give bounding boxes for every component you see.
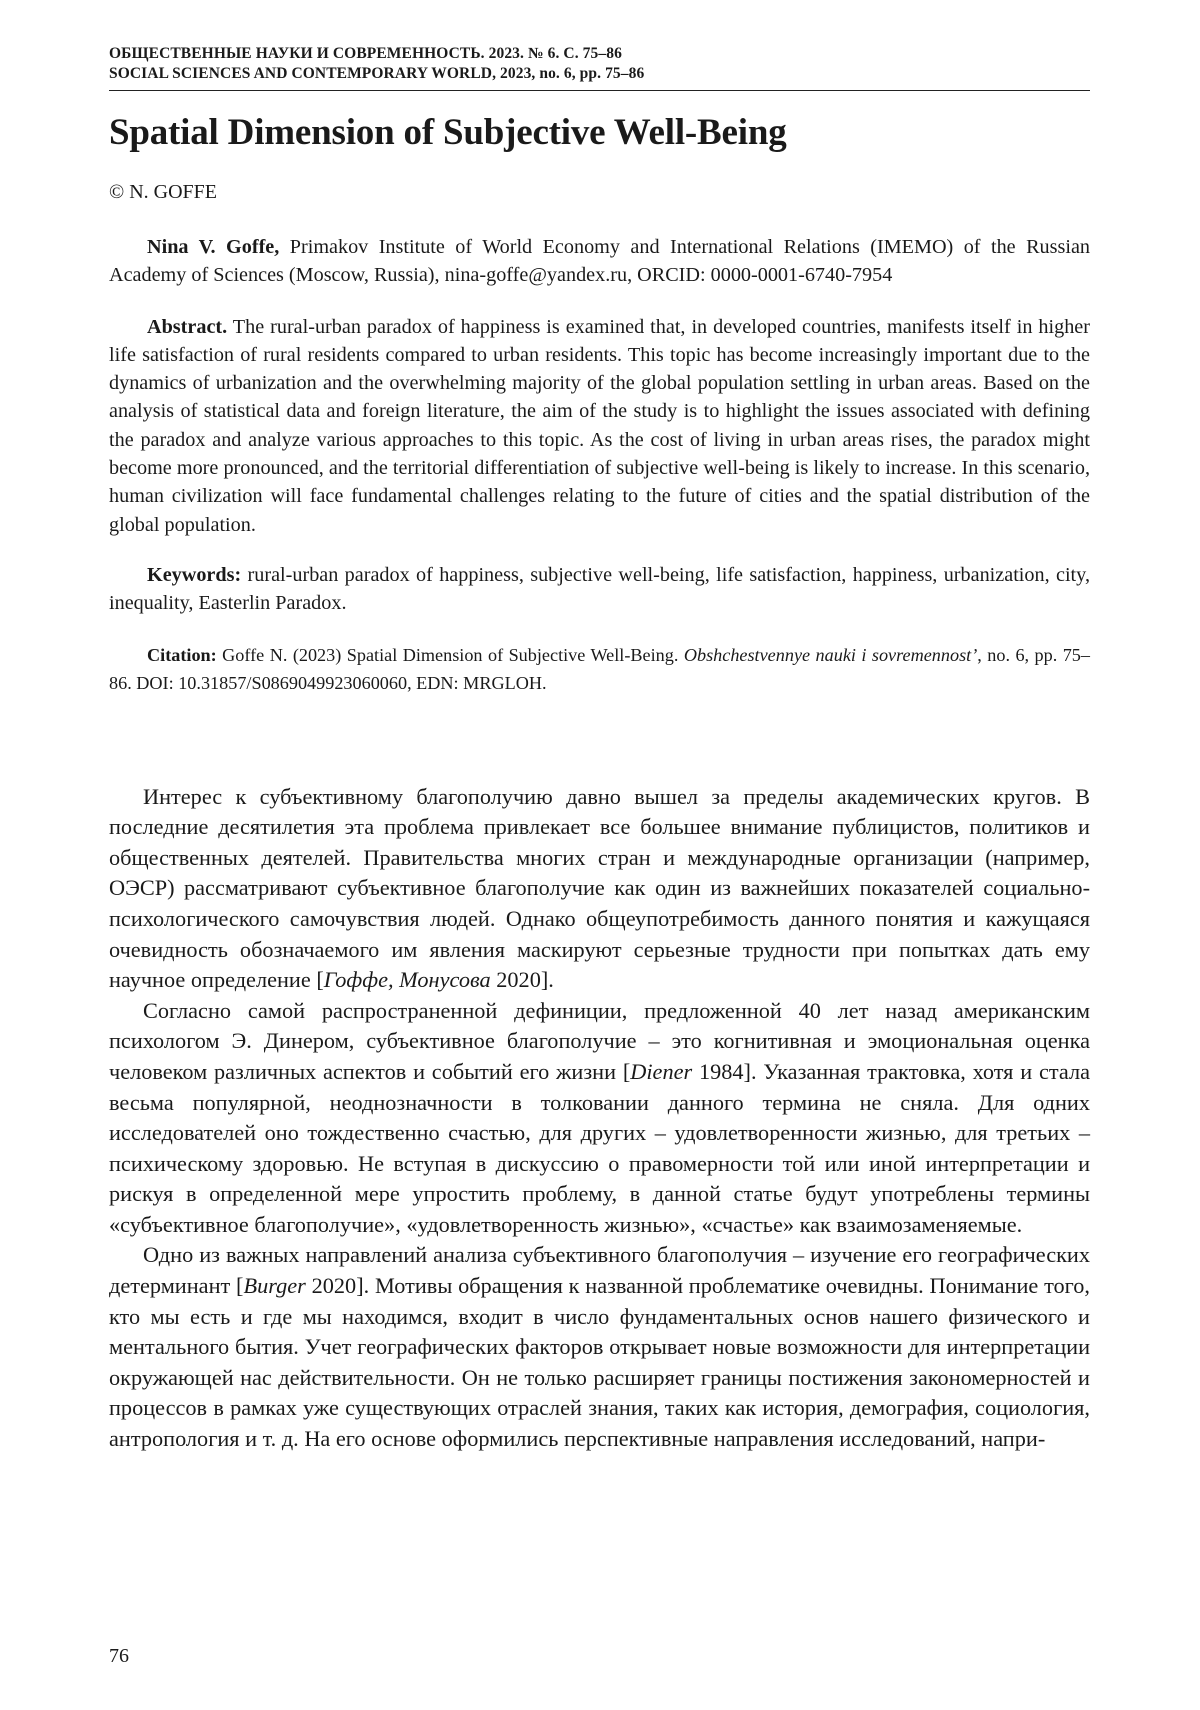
- citation-label: Citation:: [147, 644, 217, 665]
- paragraph-text: Согласно самой распространенной дефиниции, предложенной 40 лет назад американским психологом Э. Динером, субъективное благополучие – это когнитивная и эмоциональная оценка человеком различных аспектов и событий его жизни [: [109, 997, 1090, 1084]
- header-divider: [109, 90, 1090, 91]
- paragraph-text: Интерес к субъективному благополучию давно вышел за пределы академических кругов. В последние десятилетия эта проблема привлекает все большее внимание публицистов, политиков и общественных деятелей. Правительства многих стран и международные организации (например, ОЭСР) рассматривают субъективное благополучие как один из важнейших показателей социально-психологического самочувствия людей. Однако общеупотребимость данного понятия и кажущаяся очевидность обозначаемого им явления маскируют серьезные трудности при попытках дать ему научное определение [: [109, 783, 1090, 993]
- article-page: [109, 44, 1090, 1455]
- reference-author: Burger: [243, 1273, 306, 1299]
- journal-header-ru: ОБЩЕСТВЕННЫЕ НАУКИ И СОВРЕМЕННОСТЬ. 2023. № 6. С. 75–86: [109, 45, 622, 62]
- citation-journal: Obshchestvennye nauki i sovremennost’: [683, 644, 978, 665]
- abstract-label: Abstract.: [147, 315, 228, 338]
- body-paragraph: [109, 782, 1090, 996]
- keywords: [109, 561, 1090, 618]
- abstract: [109, 313, 1090, 539]
- body-paragraph: [109, 1240, 1090, 1454]
- page-number: 76: [109, 1645, 129, 1667]
- paragraph-text: 2020]. Мотивы обращения к названной проблематике очевидны. Понимание того, кто мы есть и где мы находимся, входит в число фундаментальных основ нашего физического и ментального бытия. Учет географических факторов открывает новые возможности для интерпретации окружающей нас действительности. Он не только расширяет границы постижения закономерностей и процессов в рамках уже существующих отраслей знания, таких как история, демография, социология, антропология и т. д. На его основе оформились перспективные направления исследований, напри-: [109, 1273, 1090, 1452]
- paragraph-text: 1984]. Указанная трактовка, хотя и стала весьма популярной, неоднозначности в толковании данного термина не сняла. Для одних исследователей оно тождественно счастью, для других – удовлетворенности жизнью, для третьих – психическому здоровью. Не вступая в дискуссию о правомерности той или иной интерпретации и рискуя в определенной мере упростить проблему, в данной статье будут употреблены термины «субъективное благополучие», «удовлетворенность жизнью», «счастье» как взаимозаменяемые.: [109, 1058, 1090, 1237]
- article-body: [109, 782, 1090, 1455]
- paragraph-text: 2020].: [490, 967, 554, 993]
- abstract-text: The rural-urban paradox of happiness is examined that, in developed countries, manifests itself in higher life satisfaction of rural residents compared to urban residents. This topic has become increasingly important due to the dynamics of urbanization and the overwhelming majority of the global population settling in urban areas. Based on the analysis of statistical data and foreign literature, the aim of the study is to highlight the issues associated with defining the paradox and analyze various approaches to this topic. As the cost of living in urban areas rises, the paradox might become more pronounced, and the territorial differentiation of subjective well-being is likely to increase. In this scenario, human civilization will face fundamental challenges relating to the future of cities and the spatial distribution of the global population.: [109, 315, 1090, 536]
- journal-header: [109, 44, 1090, 84]
- affiliation-text: Primakov Institute of World Economy and International Relations (IMEMO) of the Russian Academy of Sciences (Moscow, Russia), nina-goffe@yandex.ru, ORCID: 0000-0001-6740-7954: [109, 236, 1090, 287]
- author-name: Nina V. Goffe,: [147, 236, 280, 258]
- body-paragraph: [109, 996, 1090, 1241]
- author-affiliation: [109, 233, 1090, 290]
- keywords-text: rural-urban paradox of happiness, subjective well-being, life satisfaction, happiness, urbanization, city, inequality, Easterlin Paradox.: [109, 563, 1090, 615]
- reference-author: Diener: [630, 1058, 693, 1084]
- copyright-line: © N. GOFFE: [109, 181, 217, 203]
- journal-header-en: SOCIAL SCIENCES AND CONTEMPORARY WORLD, 2023, no. 6, pp. 75–86: [109, 65, 645, 82]
- citation-text-after: , no. 6, pp. 75–86. DOI: 10.31857/S0869049923060060, EDN: MRGLOH.: [109, 644, 1090, 694]
- paragraph-text: Одно из важных направлений анализа субъективного благополучия – изучение его географических детерминант [: [109, 1242, 1090, 1299]
- reference-author: Гоффе, Монусова: [323, 967, 491, 993]
- citation: [109, 641, 1090, 698]
- article-title: Spatial Dimension of Subjective Well-Being: [109, 112, 787, 153]
- citation-text-before: Goffe N. (2023) Spatial Dimension of Subjective Well-Being.: [216, 644, 684, 665]
- keywords-label: Keywords:: [147, 563, 242, 586]
